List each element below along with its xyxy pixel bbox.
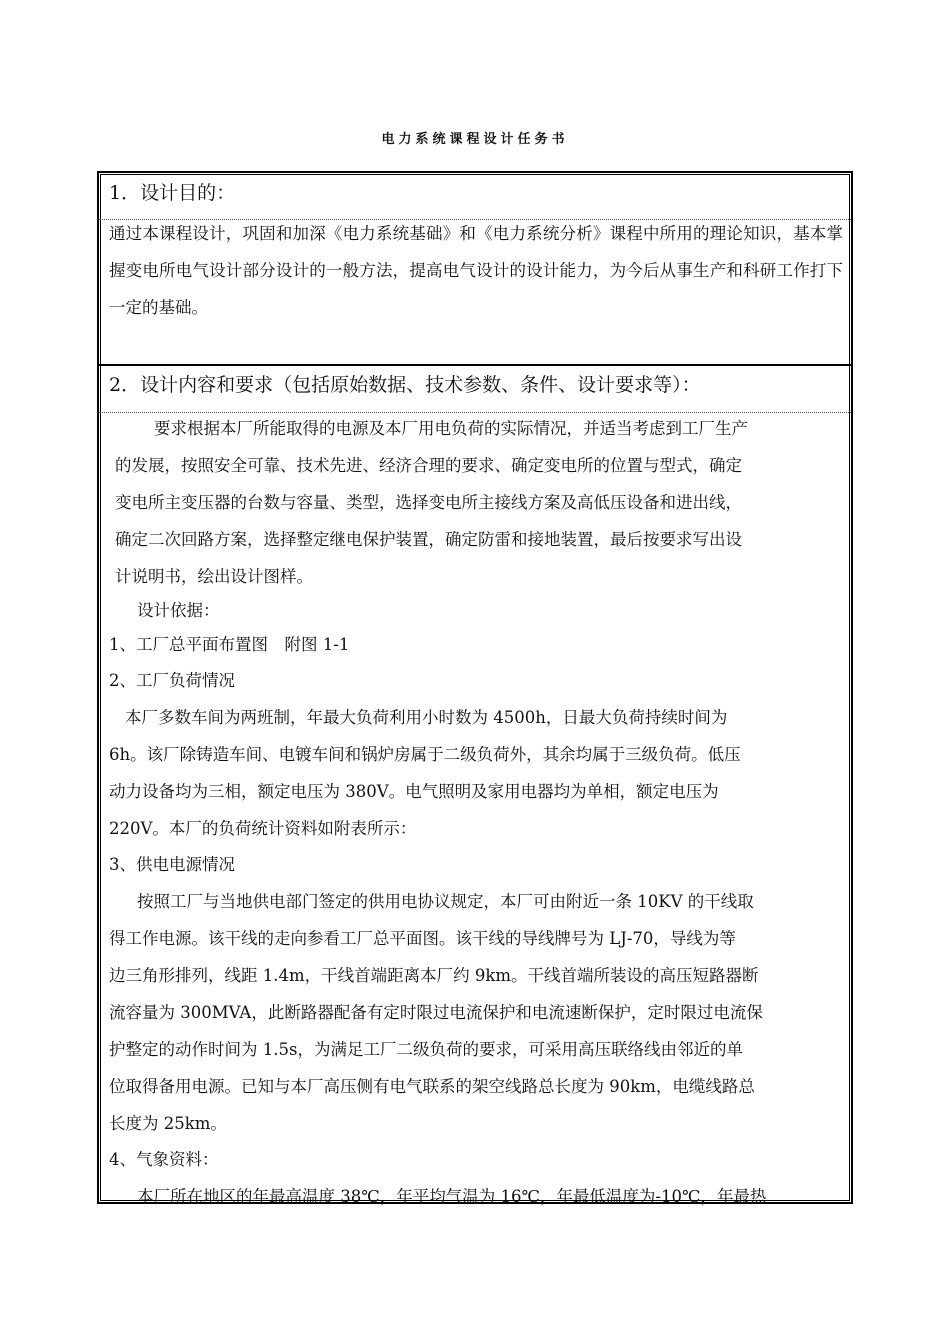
section-divider bbox=[99, 364, 851, 366]
body-line: 设计依据： bbox=[137, 601, 220, 620]
body-line: 长度为 25km。 bbox=[109, 1114, 227, 1133]
list-item: 3、供电电源情况 bbox=[109, 855, 235, 874]
body-line: 护整定的动作时间为 1.5s，为满足工厂二级负荷的要求，可采用高压联络线由邻近的单 bbox=[109, 1040, 743, 1059]
body-line: 本厂所在地区的年最高温度 38℃，年平均气温为 16℃，年最低温度为-10℃，年最热 bbox=[137, 1187, 767, 1206]
body-line: 要求根据本厂所能取得的电源及本厂用电负荷的实际情况，并适当考虑到工厂生产 bbox=[154, 419, 748, 438]
section-2-heading: 2．设计内容和要求（包括原始数据、技术参数、条件、设计要求等）： bbox=[109, 374, 701, 396]
body-line: 计说明书，绘出设计图样。 bbox=[115, 567, 313, 586]
body-line: 流容量为 300MVA，此断路器配备有定时限过电流保护和电流速断保护，定时限过电流保 bbox=[109, 1003, 763, 1022]
body-line: 本厂多数车间为两班制，年最大负荷利用小时数为 4500h，日最大负荷持续时间为 bbox=[125, 708, 728, 727]
body-line: 6h。该厂除铸造车间、电镀车间和锅炉房属于二级负荷外，其余均属于三级负荷。低压 bbox=[109, 745, 741, 764]
section-1-heading: 1．设计目的： bbox=[109, 182, 236, 204]
list-item: 2、工厂负荷情况 bbox=[109, 671, 235, 690]
list-item: 4、气象资料： bbox=[109, 1150, 219, 1169]
body-line: 得工作电源。该干线的走向参看工厂总平面图。该干线的导线牌号为 LJ-70，导线为等 bbox=[109, 929, 736, 948]
section-2-body bbox=[111, 410, 843, 1215]
body-line: 动力设备均为三相，额定电压为 380V。电气照明及家用电器均为单相，额定电压为 bbox=[109, 782, 719, 801]
body-line: 位取得备用电源。已知与本厂高压侧有电气联系的架空线路总长度为 90km，电缆线路总 bbox=[109, 1077, 755, 1096]
document-title: 电力系统课程设计任务书 bbox=[381, 132, 569, 147]
body-line: 确定二次回路方案，选择整定继电保护装置，确定防雷和接地装置，最后按要求写出设 bbox=[115, 530, 742, 549]
body-line: 变电所主变压器的台数与容量、类型，选择变电所主接线方案及高低压设备和进出线， bbox=[115, 493, 742, 512]
body-line: 按照工厂与当地供电部门签定的供用电协议规定，本厂可由附近一条 10KV 的干线取 bbox=[137, 892, 754, 911]
list-item: 1、工厂总平面布置图 附图 1-1 bbox=[109, 635, 350, 654]
task-table bbox=[97, 171, 853, 1204]
body-line: 的发展，按照安全可靠、技术先进、经济合理的要求、确定变电所的位置与型式，确定 bbox=[115, 456, 742, 475]
section-1-paragraph: 通过本课程设计，巩固和加深《电力系统基础》和《电力系统分析》课程中所用的理论知识，基本掌握变电所电气设计部分设计的一般方法，提高电气设计的设计能力，为今后从事生产和科研工作打下一定的基础。 bbox=[109, 224, 843, 317]
body-line: 220V。本厂的负荷统计资料如附表所示： bbox=[109, 819, 417, 838]
body-line: 边三角形排列，线距 1.4m，干线首端距离本厂约 9km。干线首端所装设的高压短路器断 bbox=[109, 966, 759, 985]
